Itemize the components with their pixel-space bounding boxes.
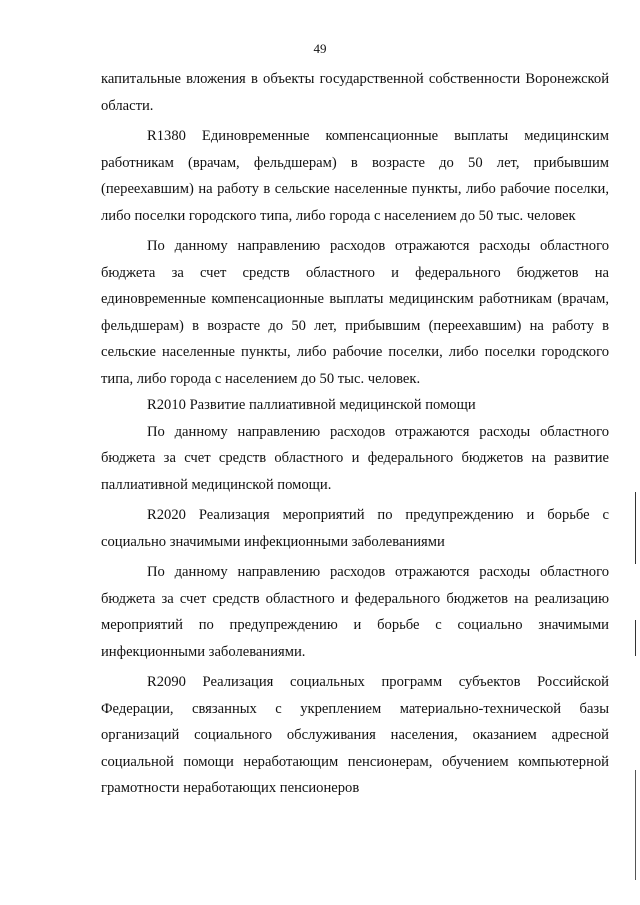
section-body-r1380: По данному направлению расходов отражаются расходы областного бюджета за счет средств областного и федерального бюджетов на единовременные компенсационные выплаты медицинским работникам (врачам, фельдшерам) в возрасте до 50 лет, прибывшим (переехавшим) на работу в сельские населенные пункты, либо рабочие поселки, либо поселки городского типа, либо города с населением до 50 тыс. человек.	[101, 238, 609, 387]
section-title-r2090: R2090 Реализация социальных программ субъектов Российской Федерации, связанных с укреплением материально-технической базы организаций социального обслуживания населения, оказанием адресной социальной помощи неработающим пенсионерам, обучением компьютерной грамотности неработающих пенсионеров	[101, 674, 609, 796]
scan-edge-mark	[635, 620, 636, 656]
paragraph-continuation: капитальные вложения в объекты государственной собственности Воронежской области.	[101, 71, 609, 114]
scan-edge-mark	[635, 492, 636, 564]
section-title-r2010: R2010 Развитие паллиативной медицинской помощи	[147, 397, 476, 413]
section-title-r2020: R2020 Реализация мероприятий по предупреждению и борьбе с социально значимыми инфекционными заболеваниями	[101, 507, 609, 550]
section-body-r2020: По данному направлению расходов отражаются расходы областного бюджета за счет средств областного и федерального бюджетов на реализацию мероприятий по предупреждению и борьбе с социально значимыми инфекционными заболеваниями.	[101, 564, 609, 660]
page-number: 49	[313, 41, 327, 56]
scan-edge-mark	[635, 770, 636, 880]
document-body	[101, 66, 609, 802]
section-body-r2010: По данному направлению расходов отражаются расходы областного бюджета за счет средств областного и федерального бюджетов на развитие паллиативной медицинской помощи.	[101, 423, 609, 493]
section-title-r1380: R1380 Единовременные компенсационные выплаты медицинским работникам (врачам, фельдшерам) в возрасте до 50 лет, прибывшим (переехавшим) на работу в сельские населенные пункты, либо рабочие поселки, либо поселки городского типа, либо города с населением до 50 тыс. человек	[101, 128, 609, 224]
